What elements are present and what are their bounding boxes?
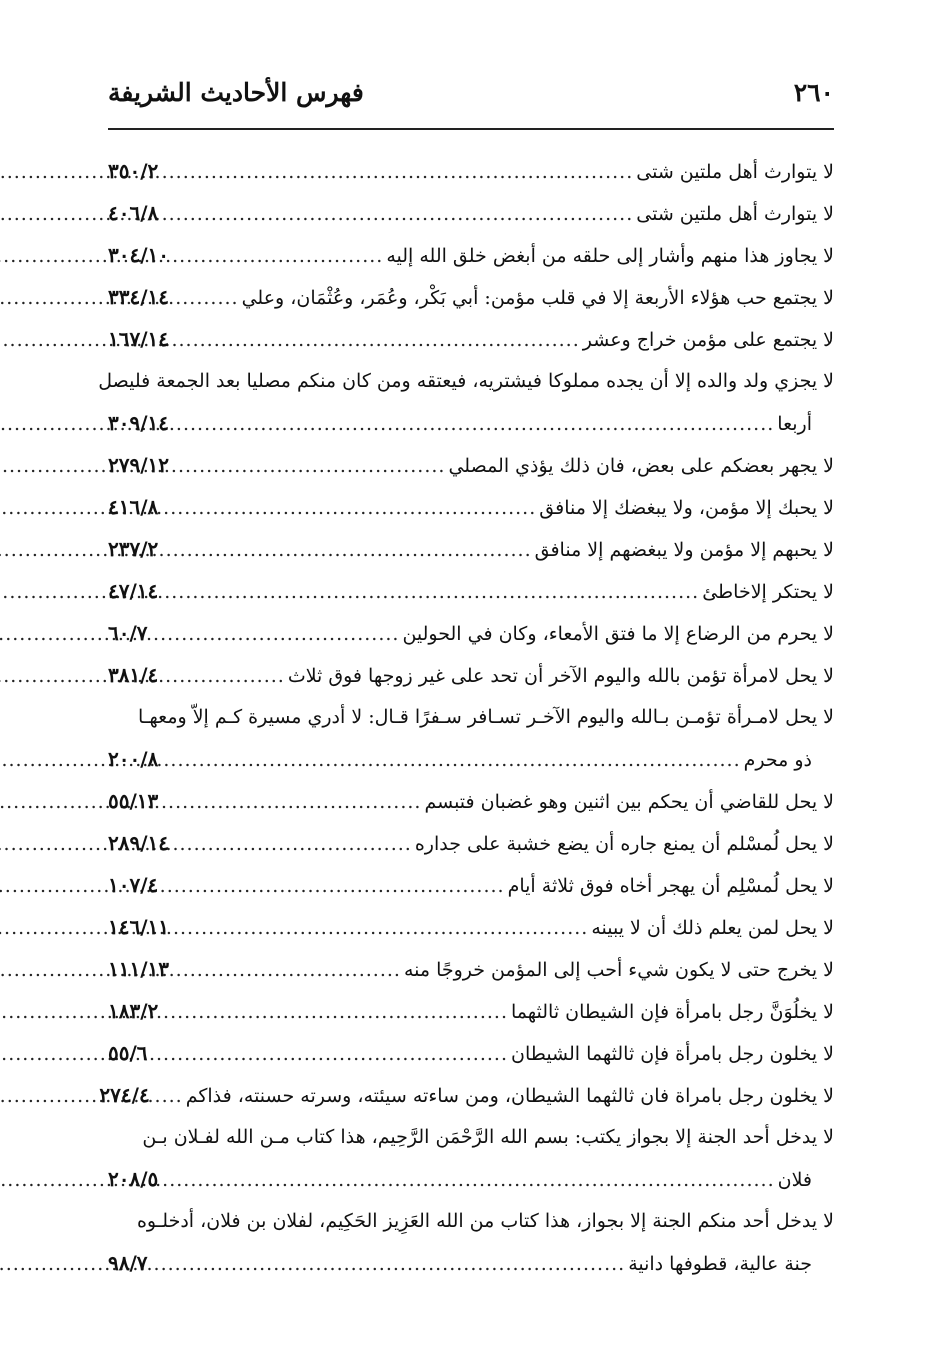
entry-line — [108, 1200, 834, 1242]
hadith-index-list — [98, 150, 834, 1284]
hadith-text: لا يتوارث أهل ملتين شتى — [636, 161, 834, 183]
page-number: ٢٦٠ — [793, 78, 834, 107]
index-entry — [108, 318, 834, 360]
volume-page-ref: ٥٥/١٣ — [108, 789, 159, 813]
volume-page-ref: ٣٨١/٤ — [108, 663, 159, 687]
entry-line — [108, 696, 834, 738]
index-entry — [108, 276, 834, 318]
hadith-text: أربعا — [777, 413, 812, 435]
index-entry — [108, 234, 834, 276]
volume-page-ref: ٣٠٤/١٠ — [108, 243, 170, 267]
index-entry — [108, 864, 834, 906]
index-entry — [108, 948, 834, 990]
hadith-text: لا يحل لامرأة تؤمن بالله واليوم الآخر أن تحد على غير زوجها فوق ثلاث — [287, 665, 834, 687]
entry-line-with-ref — [108, 1158, 834, 1200]
index-entry — [99, 1074, 834, 1116]
dot-leader — [172, 823, 412, 865]
entry-line-with-ref — [108, 738, 834, 780]
entry-line-with-ref — [108, 402, 834, 444]
volume-page-ref: ١٠٧/٤ — [108, 873, 159, 897]
dot-leader — [172, 277, 239, 319]
entry-line-with-ref — [108, 150, 834, 192]
index-entry — [108, 612, 834, 654]
dot-leader — [172, 949, 401, 991]
entry-line-with-ref — [108, 822, 834, 864]
entry-line-with-ref — [108, 444, 834, 486]
dot-leader — [161, 865, 504, 907]
dot-leader — [161, 991, 508, 1033]
hadith-text: جنة عالية، قطوفها دانية — [628, 1253, 812, 1275]
entry-line-with-ref — [108, 612, 834, 654]
dot-leader — [172, 319, 580, 361]
hadith-text: لا يخلُوَنَّ رجل بامرأة فإن الشيطان ثالثهما — [511, 1001, 834, 1023]
hadith-text: لا يحرم من الرضاع إلا ما فتق الأمعاء، وكان في الحولين — [402, 623, 834, 645]
entry-line-with-ref — [108, 1032, 834, 1074]
index-entry — [98, 360, 834, 444]
entry-line-with-ref — [108, 864, 834, 906]
hadith-text: لا يحل لُمسْلِم أن يهجر أخاه فوق ثلاثة أيام — [507, 875, 834, 897]
hadith-text: لا يدخل أحد منكم الجنة إلا بجواز، هذا كتاب من الله العَزِيز الحَكِيم، لفلان بن فلان، أدخلـوه — [136, 1210, 834, 1232]
index-entry — [108, 696, 834, 780]
hadith-text: لا يجتمع حب هؤلاء الأربعة إلا في قلب مؤمن: أبي بَكْر، وعُمَر، وعُثْمَان، وعلي — [241, 287, 834, 309]
index-entry — [108, 528, 834, 570]
entry-line-with-ref — [108, 276, 834, 318]
hadith-text: لا يحل لُمسْلم أن يمنع جاره أن يضع خشبة على جداره — [414, 833, 834, 855]
dot-leader — [161, 529, 531, 571]
volume-page-ref: ٦٠/٧ — [108, 621, 148, 645]
dot-leader — [161, 193, 633, 235]
hadith-text: ذو محرم — [743, 749, 812, 771]
hadith-text: لا يجاوز هذا منهم وأشار إلى حلقه من أبغض خلق الله إليه — [386, 245, 834, 267]
index-entry — [108, 780, 834, 822]
hadith-text: لا يخلون رجل بامرأة فإن ثالثهما الشيطان — [511, 1043, 834, 1065]
running-title: فهرس الأحاديث الشريفة — [108, 78, 364, 107]
index-entry — [108, 1116, 834, 1200]
hadith-text: لا يتوارث أهل ملتين شتى — [636, 203, 834, 225]
dot-leader — [153, 1075, 183, 1117]
index-entry — [108, 1200, 834, 1284]
hadith-text: لا يخلون رجل بامراة فان ثالثهما الشيطان، ومن ساءته سيئته، وسرته حسنته، فذاكم — [185, 1085, 834, 1107]
volume-page-ref: ٤٧/١٤ — [108, 579, 159, 603]
volume-page-ref: ٤٠٦/٨ — [108, 201, 159, 225]
entry-line-with-ref — [108, 234, 834, 276]
hadith-text: لا يجزي ولد والده إلا أن يجده مملوكا فيشتريه، فيعتقه ومن كان منكم مصليا بعد الجمعة فليصل — [98, 370, 834, 392]
dot-leader — [172, 445, 445, 487]
volume-page-ref: ٣٣٤/١٤ — [108, 285, 170, 309]
volume-page-ref: ١١١/١٣ — [108, 957, 170, 981]
entry-line-with-ref — [108, 780, 834, 822]
entry-line-with-ref — [108, 948, 834, 990]
entry-line — [108, 1116, 834, 1158]
index-entry — [108, 990, 834, 1032]
volume-page-ref: ٢٣٧/٢ — [108, 537, 159, 561]
entry-line-with-ref — [108, 192, 834, 234]
dot-leader — [172, 907, 588, 949]
hadith-text: لا يخرج حتى لا يكون شيء أحب إلى المؤمن خروجًا منه — [403, 959, 834, 981]
dot-leader — [172, 403, 774, 445]
volume-page-ref: ٢٨٩/١٤ — [108, 831, 170, 855]
dot-leader — [161, 151, 633, 193]
entry-line — [98, 360, 834, 402]
volume-page-ref: ٣٠٩/١٤ — [108, 411, 170, 435]
index-entry — [108, 822, 834, 864]
index-entry — [108, 192, 834, 234]
hadith-text: لا يحل لمن يعلم ذلك أن لا يبينه — [591, 917, 834, 939]
volume-page-ref: ٢٠٠/٨ — [108, 747, 159, 771]
dot-leader — [172, 235, 383, 277]
volume-page-ref: ٥٥/٦ — [108, 1041, 148, 1065]
index-entry — [108, 1032, 834, 1074]
header-rule — [108, 128, 834, 130]
entry-line-with-ref — [108, 486, 834, 528]
hadith-text: لا يحبهم إلا مؤمن ولا يبغضهم إلا منافق — [534, 539, 834, 561]
volume-page-ref: ١٦٧/١٤ — [108, 327, 170, 351]
index-entry — [108, 570, 834, 612]
dot-leader — [151, 1243, 626, 1285]
volume-page-ref: ٢٧٤/٤ — [99, 1083, 150, 1107]
entry-line-with-ref — [108, 654, 834, 696]
hadith-text: لا يدخل أحد الجنة إلا بجواز يكتب: بسم الله الرَّحْمَن الرَّحِيم، هذا كتاب مـن الله لفـلان بـن — [142, 1126, 834, 1148]
index-entry — [108, 444, 834, 486]
hadith-text: لا يحبك إلا مؤمن، ولا يبغضك إلا منافق — [539, 497, 834, 519]
index-entry — [108, 654, 834, 696]
volume-page-ref: ٣٥٠/٢ — [108, 159, 159, 183]
volume-page-ref: ١٨٣/٢ — [108, 999, 159, 1023]
volume-page-ref: ١٤٦/١١ — [108, 915, 170, 939]
hadith-text: لا يجتمع على مؤمن خراج وعشر — [582, 329, 834, 351]
entry-line-with-ref — [108, 528, 834, 570]
page-header — [108, 72, 834, 128]
entry-line-with-ref — [108, 906, 834, 948]
index-entry — [108, 150, 834, 192]
hadith-text: لا يجهر بعضكم على بعض، فان ذلك يؤذي المصلي — [448, 455, 834, 477]
entry-line-with-ref — [108, 990, 834, 1032]
volume-page-ref: ٩٨/٧ — [108, 1251, 148, 1275]
entry-line-with-ref — [108, 318, 834, 360]
hadith-text: لا يحتكر إلاخاطئ — [702, 581, 834, 603]
hadith-text: فلان — [777, 1169, 812, 1191]
hadith-text: لا يحل للقاضي أن يحكم بين اثنين وهو غضبان فتبسم — [424, 791, 834, 813]
entry-line-with-ref — [108, 1242, 834, 1284]
entry-line-with-ref — [99, 1074, 834, 1116]
dot-leader — [161, 655, 285, 697]
volume-page-ref: ٤١٦/٨ — [108, 495, 159, 519]
entry-line-with-ref — [108, 570, 834, 612]
dot-leader — [161, 739, 740, 781]
index-entry — [108, 906, 834, 948]
dot-leader — [161, 571, 699, 613]
dot-leader — [161, 1159, 774, 1201]
volume-page-ref: ٢٠٨/٥ — [108, 1167, 159, 1191]
dot-leader — [151, 613, 400, 655]
volume-page-ref: ٢٧٩/١٢ — [108, 453, 170, 477]
dot-leader — [161, 487, 536, 529]
hadith-text: لا يحل لامـرأة تؤمـن بـالله واليوم الآخـر تسـافر سـفرًا قـال: لا أدري مسيرة كـم إلاّ ومعهـا — [138, 706, 834, 728]
index-entry — [108, 486, 834, 528]
dot-leader — [151, 1033, 508, 1075]
dot-leader — [161, 781, 421, 823]
